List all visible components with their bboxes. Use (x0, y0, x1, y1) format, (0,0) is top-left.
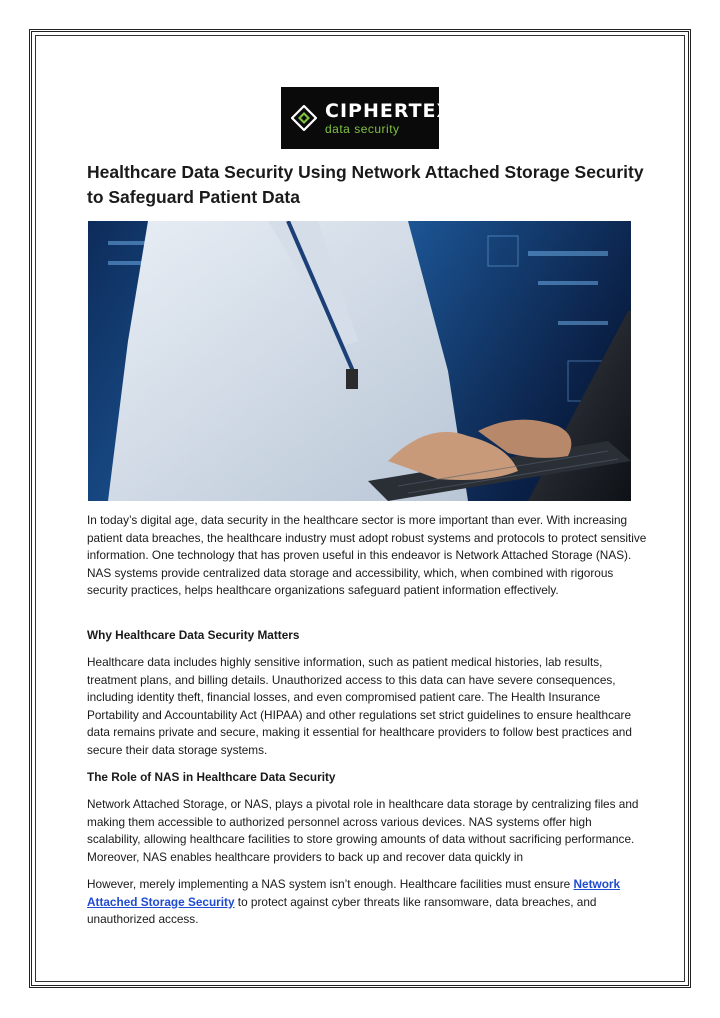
section-paragraph: Network Attached Storage, or NAS, plays a pivotal role in healthcare data storage by centralizing files and making them accessible to authorized personnel across various devices. NAS systems offer high scalability, allowing healthcare facilities to store growing amounts of data without sacrificing performance. Moreover, NAS enables healthcare providers to back up and recover data quickly in (87, 797, 639, 864)
section-paragraph: Healthcare data includes highly sensitive information, such as patient medical histories, lab results, treatment plans, and billing details. Unauthorized access to this data can have severe consequences, including identity theft, financial losses, and even compromised patient care. The Health Insurance Portability and Accountability Act (HIPAA) and other regulations set strict guidelines to ensure healthcare data remains private and secure, making it essential for healthcare providers to follow best practices and secure their data storage systems. (87, 655, 632, 757)
ciphertex-diamond-icon (291, 105, 317, 131)
intro-paragraph: In today’s digital age, data security in the healthcare sector is more important than ever. With increasing patient data breaches, the healthcare industry must adopt robust systems and protocols to protect sensitive information. One technology that has proven useful in this endeavor is Network Attached Storage (NAS). NAS systems provide centralized data storage and accessibility, which, when combined with rigorous security practices, helps healthcare organizations safeguard patient information effectively. (87, 513, 647, 598)
closing-text-after-link: to protect against cyber threats like ransomware, data breaches, and unauthorized access. (87, 894, 597, 927)
person-typing-on-laptop-with-lanyard-photo (88, 221, 631, 501)
nas-security-link[interactable]: Network Attached Storage Security (87, 877, 621, 909)
trademark-symbol: ® (452, 103, 461, 112)
section-heading: Why Healthcare Data Security Matters (87, 628, 300, 642)
logo-name: CIPHERTEX® (325, 99, 461, 122)
ciphertex-logo (281, 87, 461, 149)
closing-paragraph (87, 876, 647, 929)
article-title: Healthcare Data Security Using Network Attached Storage Security to Safeguard Patient Data (87, 162, 644, 207)
closing-text-before-link: However, merely implementing a NAS system isn’t enough. Healthcare facilities must ensure (87, 877, 574, 891)
hero-image (88, 221, 631, 501)
section-heading: The Role of NAS in Healthcare Data Security (87, 770, 336, 784)
logo-tagline: data security (325, 121, 400, 136)
